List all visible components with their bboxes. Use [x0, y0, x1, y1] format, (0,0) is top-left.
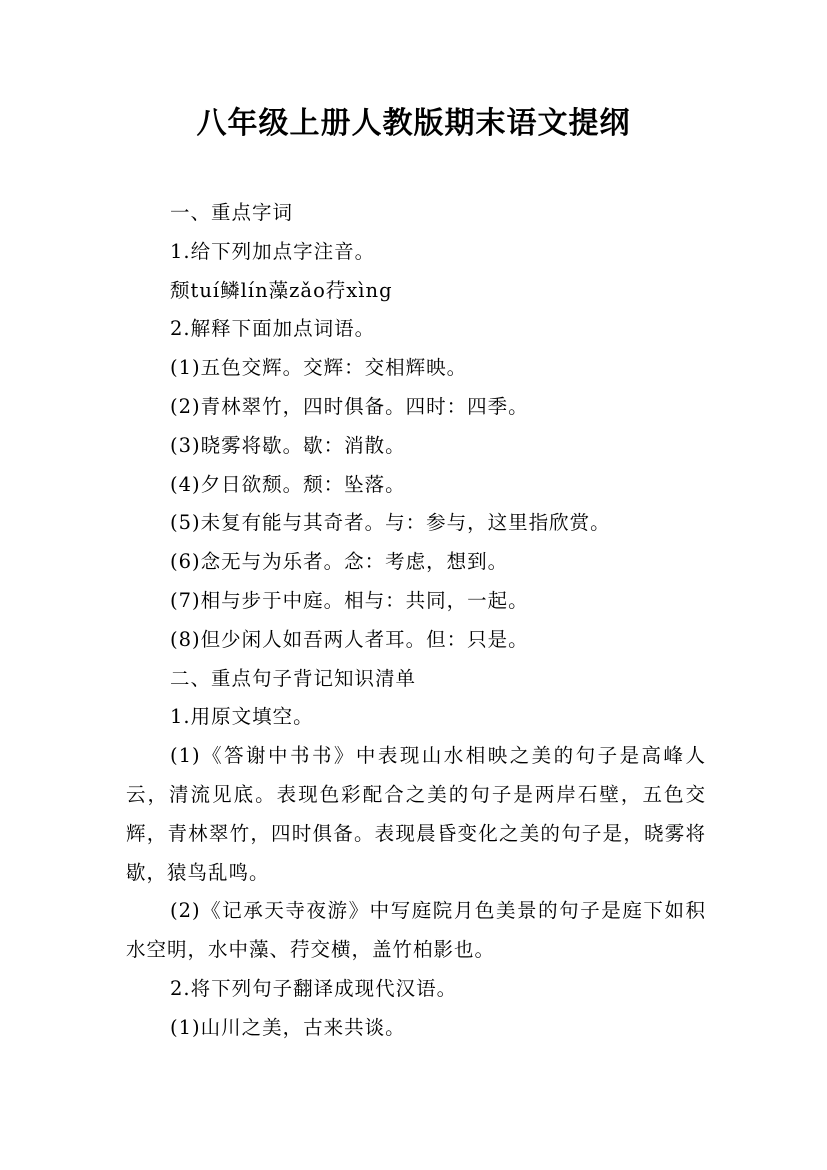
section-heading-key-words: 一、重点字词	[170, 201, 294, 224]
section-heading-key-sentences: 二、重点句子背记知识清单	[170, 666, 417, 690]
document-title: 八年级上册人教版期末语文提纲	[196, 106, 631, 141]
list-item: (4)夕日欲颓。颓：坠落。	[170, 472, 406, 496]
question-translate: 2.将下列句子翻译成现代汉语。	[170, 976, 458, 1000]
list-item: (7)相与步于中庭。相与：共同，一起。	[170, 588, 529, 612]
question-pinyin: 1.给下列加点字注音。	[170, 239, 376, 263]
paragraph-answer-1: (1)《答谢中书书》中表现山水相映之美的句子是高峰人云，清流见底。表现色彩配合之美的句子是两岸石壁，五色交辉，青林翠竹，四时俱备。表现晨昏变化之美的句子是，晓雾将歇，猿鸟乱鸣。	[126, 744, 706, 884]
answer-pinyin: 颓tuí鳞lín藻zǎo荇xìng	[170, 278, 393, 302]
list-item: (3)晓雾将歇。歇：消散。	[170, 433, 406, 457]
list-item: (6)念无与为乐者。念：考虑，想到。	[170, 550, 509, 574]
list-item: (1)五色交辉。交辉：交相辉映。	[170, 356, 468, 380]
question-fill-blank: 1.用原文填空。	[170, 705, 314, 729]
paragraph-answer-2: (2)《记承天寺夜游》中写庭院月色美景的句子是庭下如积水空明，水中藻、荇交横，盖竹柏影也。	[126, 899, 706, 962]
list-item: (2)青林翠竹，四时俱备。四时：四季。	[170, 394, 529, 418]
list-item: (8)但少闲人如吾两人者耳。但：只是。	[170, 627, 529, 651]
document-body	[126, 194, 706, 1048]
question-explain-words: 2.解释下面加点词语。	[170, 317, 376, 341]
list-item: (5)未复有能与其奇者。与：参与，这里指欣赏。	[170, 511, 611, 535]
list-item: (1)山川之美，古来共谈。	[170, 1015, 406, 1039]
